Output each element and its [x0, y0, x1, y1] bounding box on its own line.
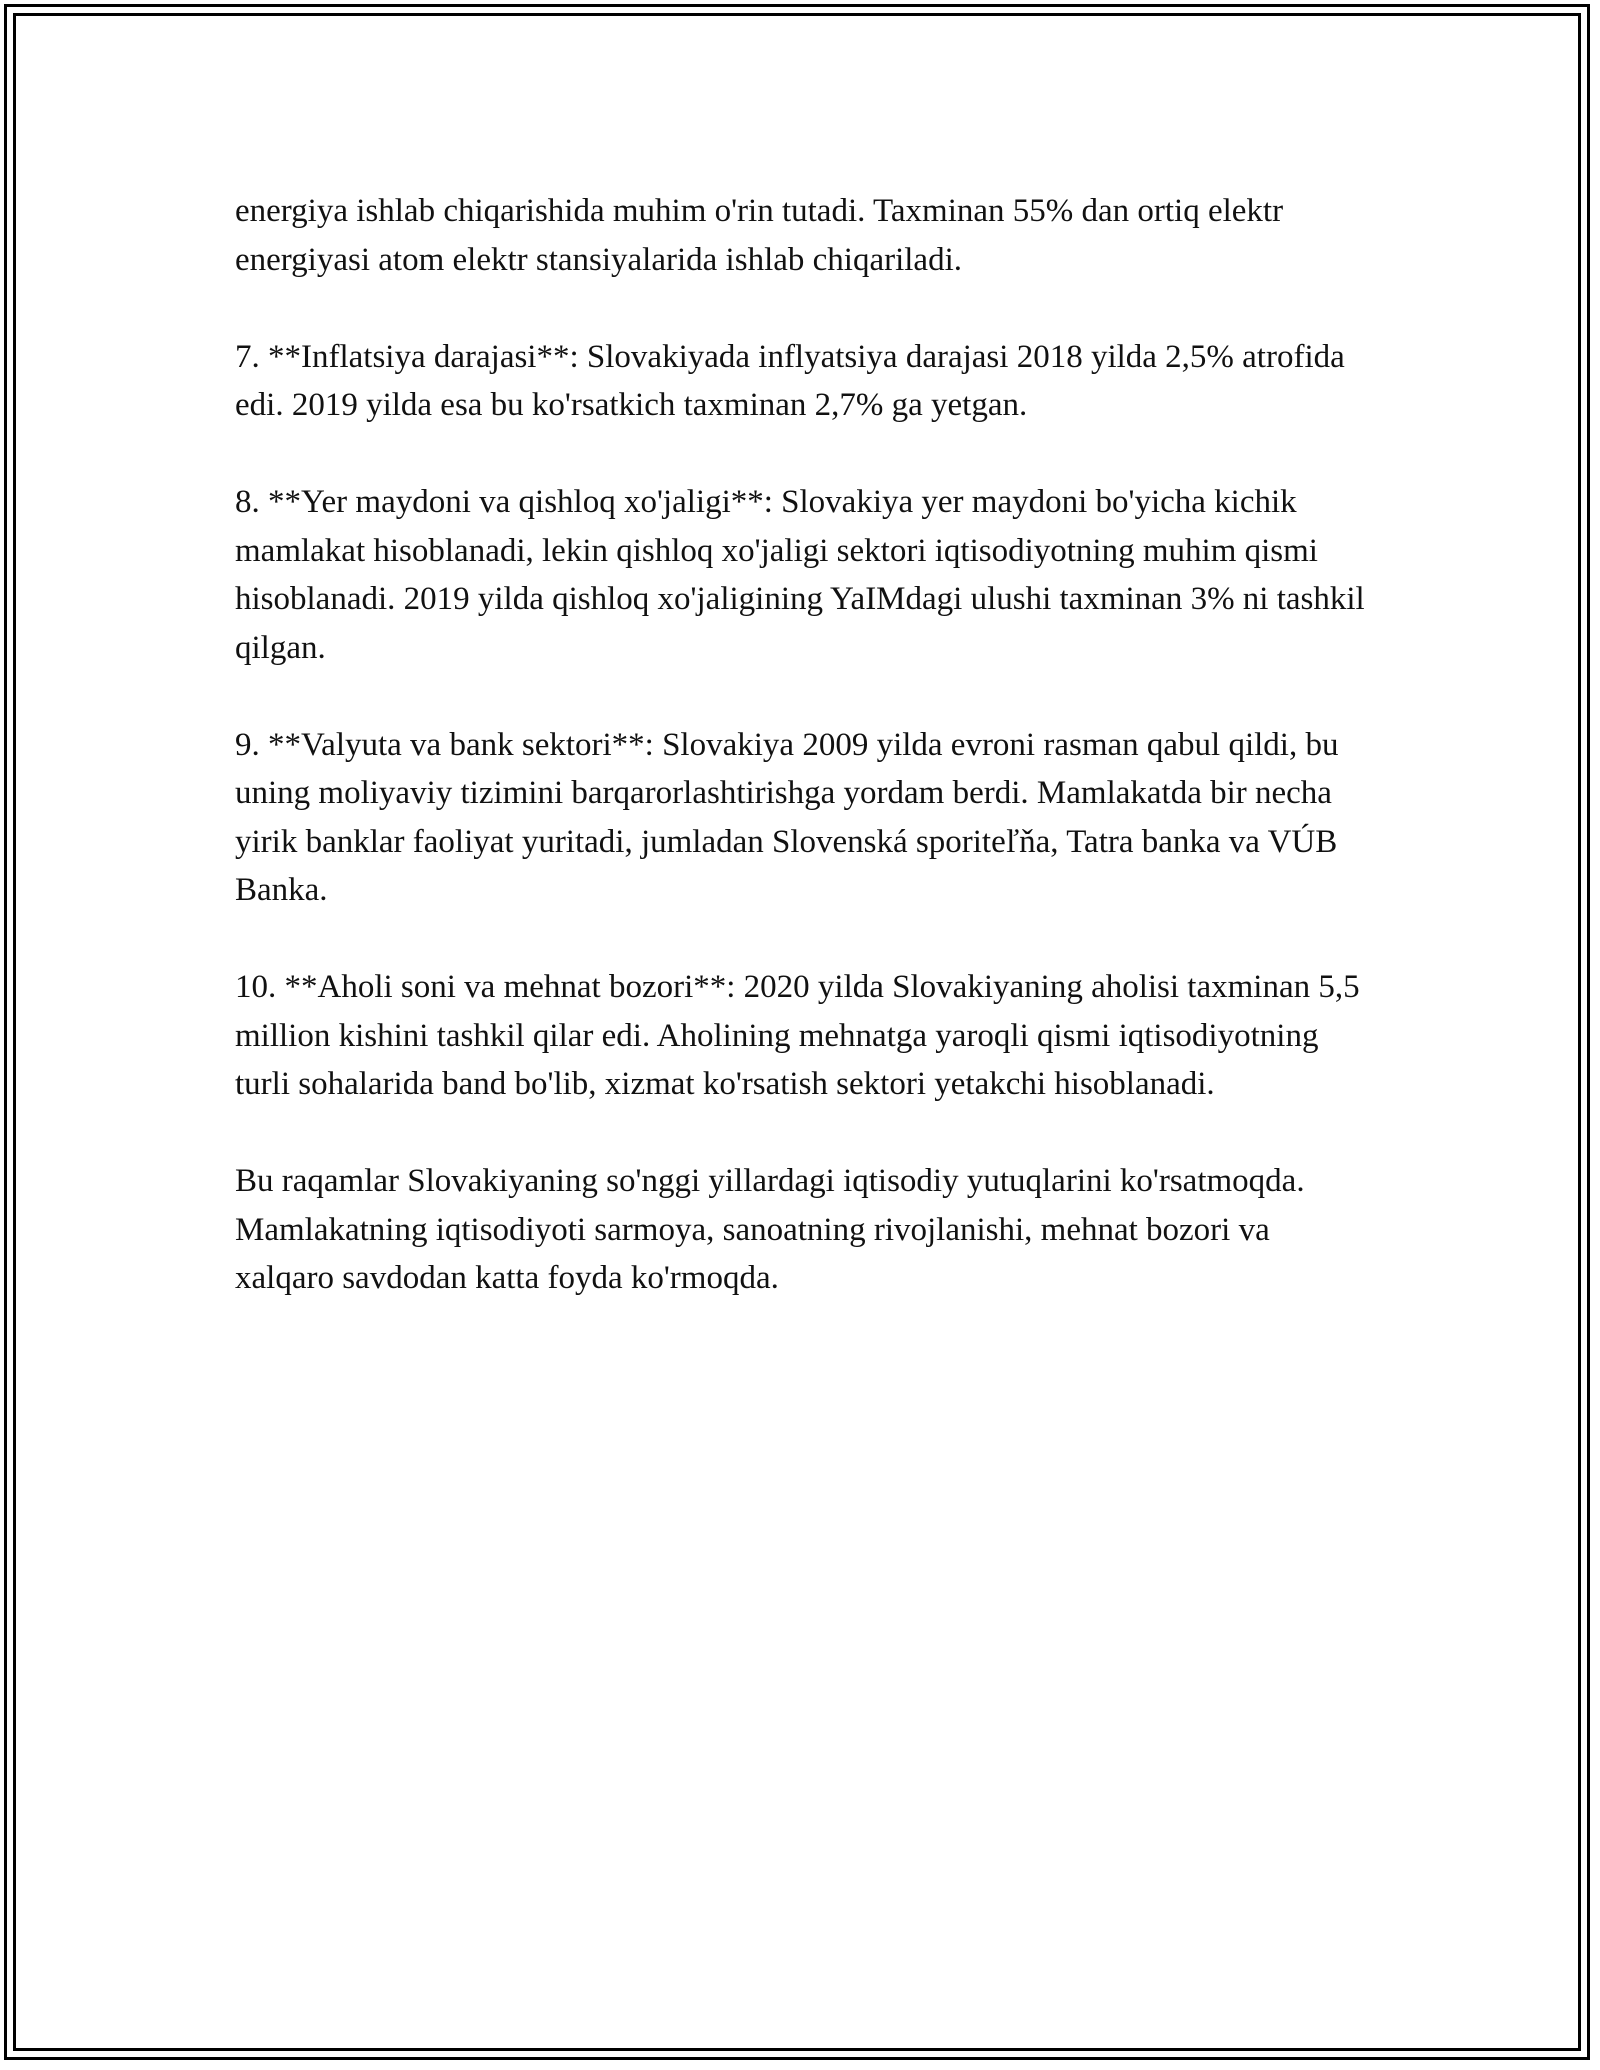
paragraph-energy: energiya ishlab chiqarishida muhim o'rin tutadi. Taxminan 55% dan ortiq elektr energiyasi atom elektr stansiyalarida ishlab chiqariladi.	[235, 193, 1284, 278]
paragraph-population-labor: 10. **Aholi soni va mehnat bozori**: 2020 yilda Slovakiyaning aholisi taxminan 5,5 million kishini tashkil qilar edi. Aholining mehnatga yaroqli qismi iqtisodiyotning turli sohalarida band bo'lib, xizmat ko'rsatish sektori yetakchi hisoblanadi.	[235, 969, 1360, 1102]
paragraph-agriculture: 8. **Yer maydoni va qishloq xo'jaligi**: Slovakiya yer maydoni bo'yicha kichik mamlakat hisoblanadi, lekin qishloq xo'jaligi sektori iqtisodiyotning muhim qismi hisoblanadi. 2019 yilda qishloq xo'jaligining YaIMdagi ulushi taxminan 3% ni tashkil qilgan.	[235, 484, 1365, 666]
paragraph-currency-banking: 9. **Valyuta va bank sektori**: Slovakiya 2009 yilda evroni rasman qabul qildi, bu uning moliyaviy tizimini barqarorlashtirishga yordam berdi. Mamlakatda bir necha yirik banklar faoliyat yuritadi, jumladan Slovenská sporiteľňa, Tatra banka va VÚB Banka.	[235, 726, 1339, 908]
paragraph-inflation: 7. **Inflatsiya darajasi**: Slovakiyada inflyatsiya darajasi 2018 yilda 2,5% atrofida edi. 2019 yilda esa bu ko'rsatkich taxminan 2,7% ga yetgan.	[235, 338, 1345, 423]
paragraph-conclusion: Bu raqamlar Slovakiyaning so'nggi yillardagi iqtisodiy yutuqlarini ko'rsatmoqda. Mamlakatning iqtisodiyoti sarmoya, sanoatning rivojlanishi, mehnat bozori va xalqaro savdodan katta foyda ko'rmoqda.	[235, 1163, 1305, 1296]
document-body	[235, 187, 1375, 1303]
